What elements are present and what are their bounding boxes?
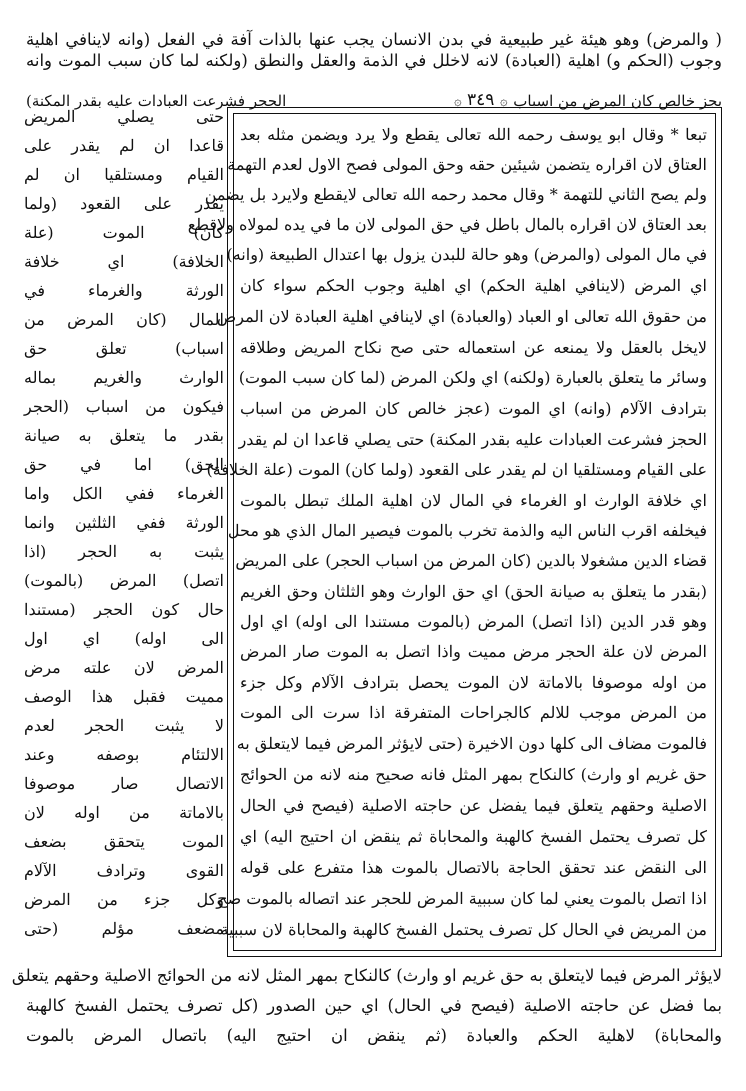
main-text-line: اذا اتصل بالموت يعني لما كان سببية المرض للحجر عند اتصاله بالموت صح xyxy=(217,889,707,908)
bottom-commentary-line: والمحاباة) لاهلية الحكم والعبادة (ثم ينقض ان احتيج اليه) باتصال المرض بالموت xyxy=(26,1026,722,1045)
margin-commentary-line: مضعف مؤلم (حتى xyxy=(24,919,224,938)
main-text-line: اي المرض (لاينافي اهلية الحكم) اي اهلية وجوب الحكم سواء كان xyxy=(240,276,707,295)
main-text-line: اي خلافة الوارث او الغرماء في المال لان اهلية الملك تبطل بالموت xyxy=(240,491,707,510)
main-text-line: الاصلية وحقهم يتعلق فيما يفضل عن حاجته الاصلية (فيصح في الحال xyxy=(240,796,707,815)
main-text-line: لايخل بالعقل ولا يمنعه عن استعماله حتى صح نكاح المريض وطلاقه xyxy=(240,338,707,357)
main-text-line: من المريض في الحال كل تصرف يحتمل الفسخ كالهبة والمحاباة لان سببية xyxy=(220,920,707,939)
margin-commentary-line: اتصل) المرض (بالموت) xyxy=(24,571,224,590)
main-text-line: المرض لان علة الحجر مرض مميت واذا اتصل به الموت صار المرض xyxy=(240,642,707,661)
margin-commentary-line: المرض لان علته مرض xyxy=(24,658,224,677)
margin-commentary-line: حال كون الحجر (مستندا xyxy=(24,600,224,619)
main-text-line: على القيام ومستلقيا ان لم يقدر على القعود (ولما كان) الموت (علة الخلافة) xyxy=(206,460,707,479)
margin-commentary-line: لا يثبت الحجر لعدم xyxy=(24,716,224,735)
margin-commentary-line: اسباب) تعلق حق xyxy=(24,339,224,358)
main-text-line: فيخلفه اقرب الناس اليه والذمة تخرب بالموت فيصير المال الذي هو محل xyxy=(227,521,707,540)
ornament-icon: ۞ xyxy=(499,94,508,109)
margin-commentary-line: حتى يصلي المريض xyxy=(24,107,224,126)
margin-commentary-line: الاتصال صار موصوفا xyxy=(24,774,224,793)
margin-commentary-line: الوارث والغريم بماله xyxy=(24,368,224,387)
main-text-line: قضاء الدين مشغولا بالدين (كان المرض من اسباب الحجر) على المريض xyxy=(235,551,707,570)
main-text-line: حق غريم او وارث) كالنكاح بمهر المثل فانه صحيح منه لانه من الحوائج xyxy=(240,765,707,784)
margin-commentary-line: الالتئام بوصفه وعند xyxy=(24,745,224,764)
margin-commentary-line: فيكون من اسباب (الحجر xyxy=(24,397,224,416)
margin-commentary-line: الورثة ففي الثلثين وانما xyxy=(24,513,224,532)
bottom-commentary-line: لايؤثر المرض فيما لايتعلق به حق غريم او وارث) كالنكاح بمهر المثل لانه من الحوائج الاصلية وحقهم يتعلق xyxy=(11,966,722,985)
margin-commentary-line: كان) الموت (علة xyxy=(24,223,224,242)
margin-commentary-line: بقدر ما يتعلق به صيانة xyxy=(24,426,224,445)
main-text-line: وسائر ما يتعلق بالعبارة (ولكنه) اي ولكن المرض (لما كان سبب الموت) xyxy=(238,368,707,387)
main-text-line: الحجز فشرعت العبادات عليه بقدر المكنة) حتى يصلي قاعدا ان لم يقدر xyxy=(238,430,707,449)
main-text-line: من المرض موجب للالم كالجراحات المتفرقة اذا سرت الى الموت xyxy=(240,703,707,722)
margin-commentary-line: وكل جزء من المرض xyxy=(24,890,224,909)
main-text-line: كل تصرف يحتمل الفسخ كالهبة والمحاباة ثم ينقض ان احتيج اليه) اي xyxy=(240,827,707,846)
page-number: ٣٤٩ xyxy=(467,90,495,110)
margin-commentary-line: القوى وترادف الآلام xyxy=(24,861,224,880)
margin-commentary-line: يقدر على القعود (ولما xyxy=(24,194,224,213)
main-text-line: ولم يصح الثاني للتهمة * وقال محمد رحمه الله تعالى لايقطع ولايرد بل يضمن xyxy=(204,185,707,204)
main-text-line: (بقدر ما يتعلق به صيانة الحق) اي حق الوارث وهو الثلثان وحق الغريم xyxy=(240,582,707,601)
main-text-line: بعد العتاق لان اقراره بالمال باطل في حق المولى لان ما في يده لمولاه ولاقطع xyxy=(187,215,707,234)
main-text-line: من حقوق الله تعالى او العباد (والعبادة) اي لاينافي اهلية العبادة لان المرض xyxy=(216,307,707,326)
main-text-line: في مال المولى (والمرض) وهو حالة للبدن يزول بها اعتدال الطبيعة (وانه) xyxy=(226,245,707,264)
margin-commentary-line: يثبت به الحجر (اذا xyxy=(24,542,224,561)
margin-commentary-line: الموت يتحقق بضعف xyxy=(24,832,224,851)
margin-commentary-line: الغرماء ففي الكل واما xyxy=(24,484,224,503)
margin-commentary-line: المال (كان المرض من xyxy=(24,310,224,329)
margin-commentary-line: مميت فقبل هذا الوصف xyxy=(24,687,224,706)
margin-commentary-line: القيام ومستلقيا ان لم xyxy=(24,165,224,184)
main-text-line: من اوله موصوفا بالاماتة لان الموت يحصل بترادف الآلام وكل جزء xyxy=(240,673,707,692)
main-text-line: العتاق لان اقراره يتضمن شيئين حقه وحق المولى فصح الاول لعدم التهمة xyxy=(227,155,707,174)
main-text-line: وهو قدر الدين (اذا اتصل) المرض (بالموت مستندا الى اوله) اي اول xyxy=(240,612,707,631)
main-text-line: الى النقض عند تحقق الحاجة بالاتصال بالموت هذا متفرع على قوله xyxy=(240,858,707,877)
ornament-icon: ۞ xyxy=(454,94,462,109)
margin-commentary-line: الورثة والغرماء في xyxy=(24,281,224,300)
main-text-line: فالموت مضاف الى كلها دون الاخيرة (حتى لايؤثر المرض فيما لايتعلق به xyxy=(236,734,707,753)
main-text-line: بترادف الآلام (وانه) اي الموت (عجز خالص كان المرض من اسباب xyxy=(240,399,707,418)
top-commentary-line: وجوب (الحكم و) اهلية (العبادة) لانه لاخلل في الذمة والعقل والنطق (ولكنه لما كان سبب الموت وانه xyxy=(26,51,722,70)
margin-commentary-line: الحق) اما في حق xyxy=(24,455,224,474)
bottom-commentary-line: بما فضل عن حاجته الاصلية (فيصح في الحال) اي حين الصدور (كل تصرف يحتمل الفسخ كالهبة xyxy=(26,996,722,1015)
margin-commentary-line: قاعدا ان لم يقدر على xyxy=(24,136,224,155)
margin-commentary-line: الى اوله) اي اول xyxy=(24,629,224,648)
margin-commentary-line: بالاماتة من اوله لان xyxy=(24,803,224,822)
running-header-text: الحجر فشرعت العبادات عليه بقدر المكنة) xyxy=(26,92,287,110)
main-text-line: تبعا * وقال ابو يوسف رحمه الله تعالى يقطع ولا يرد ويضمن مثله بعد xyxy=(240,125,707,144)
margin-commentary-line: الخلافة) اي خلافة xyxy=(24,252,224,271)
top-commentary-line: بجز خالص كان المرض من اسباب xyxy=(513,92,722,110)
top-commentary-line: ( والمرض) وهو هيئة غير طبيعية في بدن الانسان يجب عنها بالذات آفة في الفعل (وانه لاينافي اهلية xyxy=(26,30,722,49)
